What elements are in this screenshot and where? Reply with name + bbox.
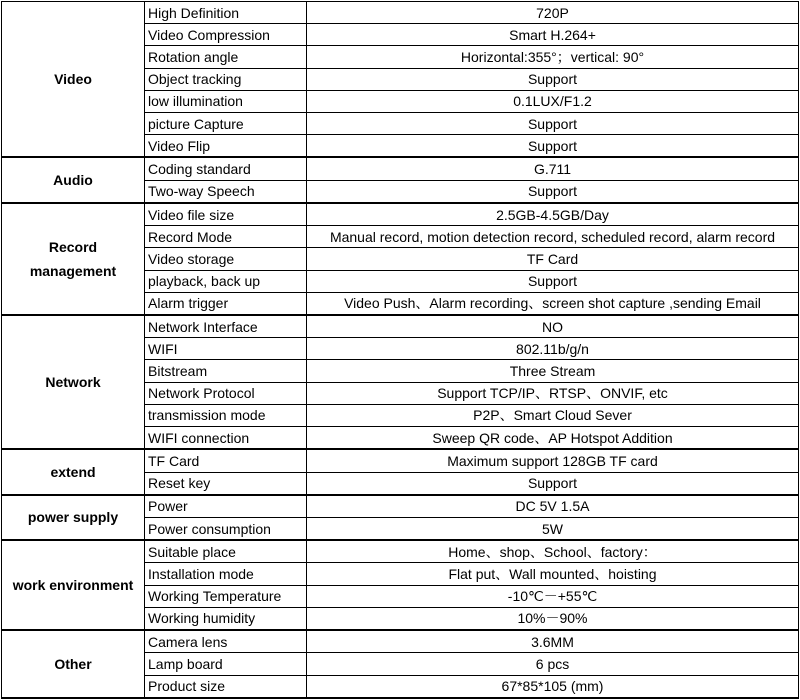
spec-value: NO bbox=[307, 315, 799, 338]
spec-value: Support TCP/IP、RTSP、ONVIF, etc bbox=[307, 382, 799, 404]
spec-label: Coding standard bbox=[145, 157, 307, 180]
spec-row bbox=[2, 495, 799, 518]
spec-label: Object tracking bbox=[145, 68, 307, 90]
category-cell: power supply bbox=[2, 495, 145, 540]
category-cell: extend bbox=[2, 449, 145, 494]
spec-label: Video file size bbox=[145, 203, 307, 226]
category-cell: work environment bbox=[2, 540, 145, 630]
spec-label: Alarm trigger bbox=[145, 292, 307, 315]
spec-value: 6 pcs bbox=[307, 653, 799, 675]
spec-label: Network Interface bbox=[145, 315, 307, 338]
spec-row bbox=[2, 630, 799, 653]
spec-label: Lamp board bbox=[145, 653, 307, 675]
spec-value: P2P、Smart Cloud Sever bbox=[307, 404, 799, 426]
spec-label: Power consumption bbox=[145, 517, 307, 540]
spec-label: Network Protocol bbox=[145, 382, 307, 404]
spec-label: WIFI bbox=[145, 338, 307, 360]
spec-label: WIFI connection bbox=[145, 427, 307, 450]
category-cell: Network bbox=[2, 315, 145, 449]
category-cell: Video bbox=[2, 2, 145, 158]
spec-value: Support bbox=[307, 472, 799, 495]
spec-label: Working humidity bbox=[145, 607, 307, 630]
spec-label: Record Mode bbox=[145, 226, 307, 248]
category-cell: Audio bbox=[2, 157, 145, 202]
spec-row bbox=[2, 157, 799, 180]
spec-value: Maximum support 128GB TF card bbox=[307, 449, 799, 472]
spec-label: Working Temperature bbox=[145, 585, 307, 607]
spec-label: Suitable place bbox=[145, 540, 307, 563]
spec-label: TF Card bbox=[145, 449, 307, 472]
spec-row bbox=[2, 2, 799, 24]
spec-value: 802.11b/g/n bbox=[307, 338, 799, 360]
spec-label: Bitstream bbox=[145, 360, 307, 382]
spec-value: Home、shop、School、factory： bbox=[307, 540, 799, 563]
spec-row bbox=[2, 449, 799, 472]
spec-value: 67*85*105 (mm) bbox=[307, 675, 799, 698]
spec-label: Product size bbox=[145, 675, 307, 698]
spec-value: Sweep QR code、AP Hotspot Addition bbox=[307, 427, 799, 450]
spec-value: Manual record, motion detection record, scheduled record, alarm record bbox=[307, 226, 799, 248]
spec-value: 2.5GB-4.5GB/Day bbox=[307, 203, 799, 226]
spec-row bbox=[2, 203, 799, 226]
spec-value: G.711 bbox=[307, 157, 799, 180]
spec-label: picture Capture bbox=[145, 113, 307, 135]
spec-value: 0.1LUX/F1.2 bbox=[307, 90, 799, 112]
spec-label: Power bbox=[145, 495, 307, 518]
category-cell: Record management bbox=[2, 203, 145, 315]
spec-table bbox=[1, 1, 799, 699]
spec-value: Support bbox=[307, 135, 799, 158]
spec-value: 720P bbox=[307, 2, 799, 24]
category-cell: Other bbox=[2, 630, 145, 698]
spec-value: -10℃－+55℃ bbox=[307, 585, 799, 607]
spec-value: Smart H.264+ bbox=[307, 24, 799, 46]
spec-label: transmission mode bbox=[145, 404, 307, 426]
spec-value: DC 5V 1.5A bbox=[307, 495, 799, 518]
spec-label: Camera lens bbox=[145, 630, 307, 653]
spec-label: Installation mode bbox=[145, 563, 307, 585]
spec-label: Video Compression bbox=[145, 24, 307, 46]
spec-value: 3.6MM bbox=[307, 630, 799, 653]
spec-value: Three Stream bbox=[307, 360, 799, 382]
spec-value: Support bbox=[307, 180, 799, 203]
spec-label: Video Flip bbox=[145, 135, 307, 158]
spec-value: Horizontal:355°；vertical: 90° bbox=[307, 46, 799, 68]
spec-label: playback, back up bbox=[145, 270, 307, 292]
spec-row bbox=[2, 540, 799, 563]
spec-row bbox=[2, 315, 799, 338]
spec-label: Reset key bbox=[145, 472, 307, 495]
spec-value: Support bbox=[307, 68, 799, 90]
spec-label: Two-way Speech bbox=[145, 180, 307, 203]
spec-value: Flat put、Wall mounted、hoisting bbox=[307, 563, 799, 585]
spec-label: Rotation angle bbox=[145, 46, 307, 68]
spec-label: low illumination bbox=[145, 90, 307, 112]
spec-value: TF Card bbox=[307, 248, 799, 270]
spec-value: Support bbox=[307, 113, 799, 135]
spec-table-body bbox=[2, 2, 799, 699]
spec-value: 10%－90% bbox=[307, 607, 799, 630]
spec-value: 5W bbox=[307, 517, 799, 540]
spec-value: Video Push、Alarm recording、screen shot capture ,sending Email bbox=[307, 292, 799, 315]
spec-value: Support bbox=[307, 270, 799, 292]
spec-label: Video storage bbox=[145, 248, 307, 270]
spec-label: High Definition bbox=[145, 2, 307, 24]
